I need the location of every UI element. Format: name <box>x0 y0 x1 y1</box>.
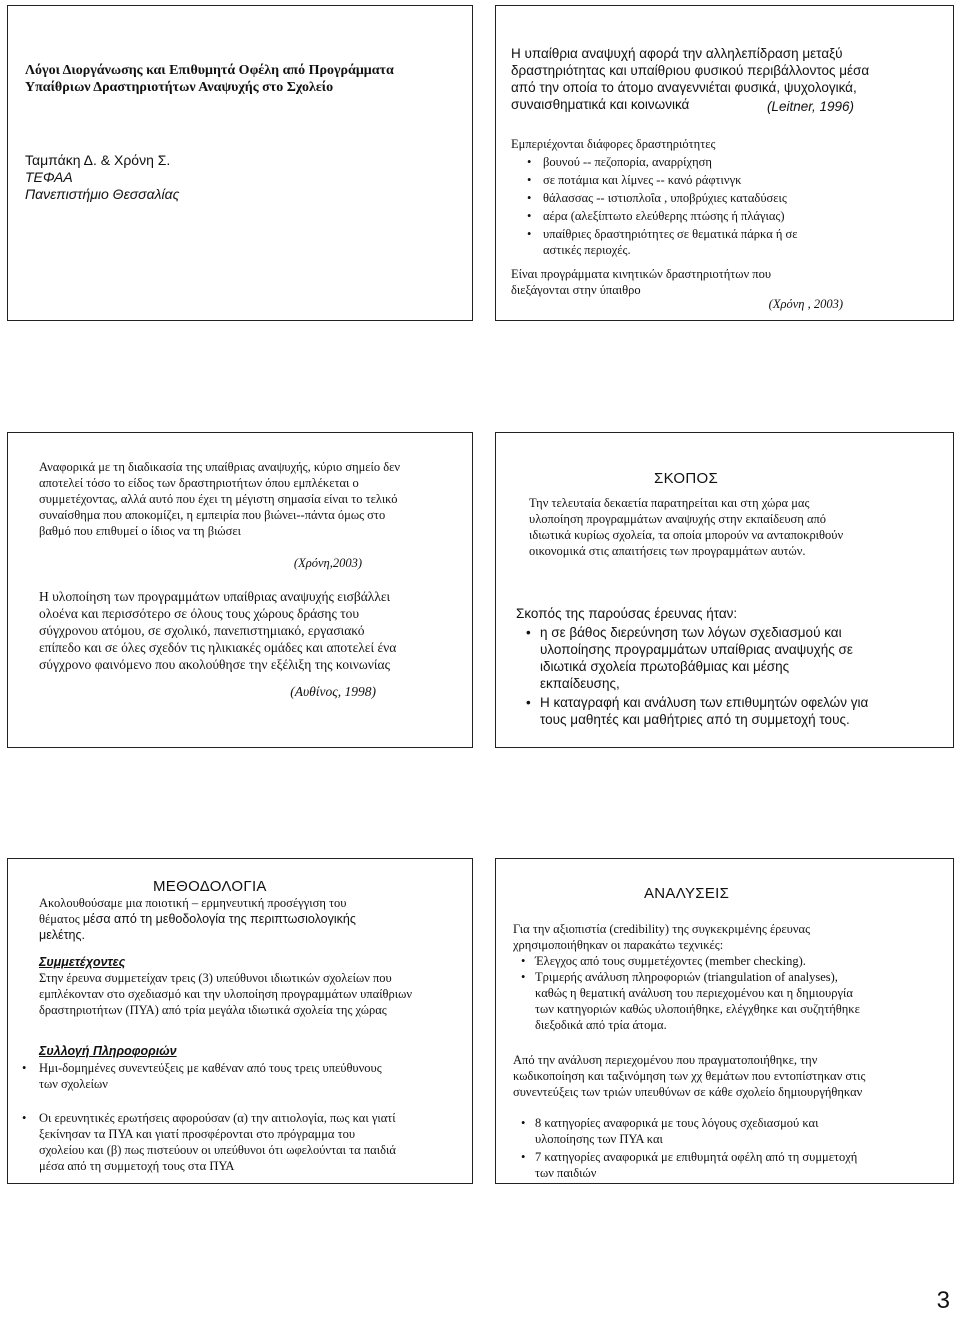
aim-heading: ΣΚΟΠΟΣ <box>654 470 719 487</box>
slide-methodology <box>7 858 473 1184</box>
data-collection-title: Συλλογή Πληροφοριών <box>39 1044 177 1058</box>
programs-text: Είναι προγράμματα κινητικών δραστηριοτήτων που διεξάγονται στην ύπαιθρο <box>511 267 772 297</box>
data-collection-list <box>22 1060 402 1174</box>
analyses-heading: ΑΝΑΛΥΣΕΙΣ <box>644 885 730 902</box>
list-item: • σε ποτάμια και λίμνες -- κανό ράφτινγκ <box>521 172 851 188</box>
citation-authinos: (Αυθίνος, 1998) <box>290 684 376 699</box>
methodology-text <box>39 895 379 943</box>
list-item: • Τριμερής ανάλυση πληροφοριών (triangulation of analyses), καθώς η θεματική ανάλυση του περιεχομένου και η δημιουργία των κατηγοριών καθώς υλοποιήθηκε, ελέγχθηκε και συζητήθηκε διεξοδικά από τρία άτομα. <box>521 969 866 1033</box>
list-item: • Οι ερευνητικές ερωτήσεις αφορούσαν (α) την αιτιολογία, πως και γιατί ξεκίνησαν τα ΠΥΑ και γιατί προσφέρονται στο πρόγραμμα του σχολείου και (β) πως πιστεύουν οι υπεύθυνοι ότι ωφελούνται τα παιδιά μέσα από τη συμμετοχή τους στα ΠΥΑ <box>22 1110 402 1174</box>
results-intro: Από την ανάλυση περιεχομένου που πραγματοποιήθηκε, την κωδικοποίηση και ταξινόμηση των χχ θεμάτων που εντοπίστηκαν στις συνεντεύξεις των τριών υπευθύνων σε κάθε σχολείο δημιουργήθηκαν <box>513 1053 866 1099</box>
citation-chroni: (Χρόνη,2003) <box>293 556 362 570</box>
authors: Ταμπάκη Δ. & Χρόνη Σ. <box>25 152 171 168</box>
department: ΤΕΦΑΑ <box>25 169 73 185</box>
list-item: • Η καταγραφή και ανάλυση των επιθυμητών οφελών για τους μαθητές και μαθήτριες από τη συμμετοχή τους. <box>526 694 871 728</box>
list-item: • Έλεγχος από τους συμμετέχοντες (member checking). <box>521 953 866 969</box>
list-item: • αέρα (αλεξίπτωτο ελεύθερης πτώσης ή πλάγιας) <box>521 208 851 224</box>
techniques-list <box>521 953 866 1033</box>
list-item: • 8 κατηγορίες αναφορικά με τους λόγους σχεδιασμού και υλοποίησης των ΠΥΑ και <box>521 1115 866 1147</box>
aim-intro: Την τελευταία δεκαετία παρατηρείται και στη χώρα μας υλοποίηση προγραμμάτων αναψυχής στην εκπαίδευση από ιδιωτικά κυρίως σχολεία, τα οποία μπορούν να ανταποκριθούν οικονομικά στις απαιτήσεις των προγραμμάτων αυτών. <box>529 496 844 558</box>
activities-intro: Εμπεριέχονται διάφορες δραστηριότητες <box>511 137 716 151</box>
methodology-heading: ΜΕΘΟΔΟΛΟΓΙΑ <box>153 878 267 895</box>
participants-title: Συμμετέχοντες <box>39 955 126 969</box>
methodology-text-part1: Ακολουθούσαμε μια ποιοτική – ερμηνευτική προσέγγιση του θέματος <box>39 896 347 926</box>
list-item: • 7 κατηγορίες αναφορικά με επιθυμητά οφέλη από τη συμμετοχή των παιδιών <box>521 1149 866 1181</box>
list-item: • θάλασσας -- ιστιοπλοΐα , υποβρύχιες καταδύσεις <box>521 190 851 206</box>
slide-title <box>7 5 473 321</box>
slide-aim <box>495 432 954 748</box>
methodology-text-part2: μέσα από τη μεθοδολογία της περιπτωσιολογικής μελέτης. <box>39 912 356 942</box>
list-item: • βουνού -- πεζοπορία, αναρρίχηση <box>521 154 851 170</box>
list-item: • υπαίθριες δραστηριότητες σε θεματικά πάρκα ή σε αστικές περιοχές. <box>521 226 829 258</box>
participants-text: Στην έρευνα συμμετείχαν τρεις (3) υπεύθυνοι ιδιωτικών σχολείων που εμπλέκονταν στο σχεδιασμό και την υλοποίηση προγραμμάτων υπαίθριων δραστηριοτήτων (ΠΥΑ) από τρία μεγάλα ιδιωτικά σχολεία της χώρας <box>39 971 413 1017</box>
university: Πανεπιστήμιο Θεσσαλίας <box>25 186 180 202</box>
aims-list <box>526 624 871 728</box>
activities-list <box>521 154 851 258</box>
slide-analyses <box>495 858 954 1184</box>
implementation-paragraph: Η υλοποίηση των προγραμμάτων υπαίθριας αναψυχής εισβάλλει ολοένα και περισσότερο σε όλους τους χώρους δράσης του σύγχρονου ατόμου, σε σχολικό, πανεπιστημιακό, εργασιακό επίπεδο και σε όλες σχεδόν τις ηλικιακές ομάδες και αποτελεί ένα σύγχρονο φαινόμενο που ακολούθησε την εξέλιξη της κοινωνίας <box>39 589 397 672</box>
list-item: • η σε βάθος διερεύνηση των λόγων σχεδιασμού και υλοποίησης προγραμμάτων υπαίθριας αναψυχής σε ιδιωτικά σχολεία πρωτοβάθμιας και μέσης εκπαίδευσης, <box>526 624 871 692</box>
slide-definition <box>495 5 954 321</box>
page-number: 3 <box>936 1287 950 1314</box>
aim-title: Σκοπός της παρούσας έρευνας ήταν: <box>516 606 738 621</box>
analyses-intro: Για την αξιοπιστία (credibility) της συγκεκριμένης έρευνας χρησιμοποιήθηκαν οι παρακάτω τεχνικές: <box>513 922 811 952</box>
citation-leitner: (Leitner, 1996) <box>766 99 854 114</box>
list-item: • Ημι-δομημένες συνεντεύξεις με καθέναν από τους τρεις υπεύθυνους των σχολείων <box>22 1060 402 1092</box>
process-paragraph: Αναφορικά με τη διαδικασία της υπαίθριας αναψυχής, κύριο σημείο δεν αποτελεί τόσο το είδος των δραστηριοτήτων όπου εμπλέκεται ο συμμετέχοντας, αλλά αυτό που έχει τη μέγιστη σημασία είναι το τελικό συναίσθημα που αποκομίζει, η εμπειρία που βιώνει--πάντα όμως στο βαθμό που επιθυμεί ο ίδιος να τη βιώσει <box>39 460 401 538</box>
results-list <box>521 1115 866 1181</box>
citation-chroni: (Χρόνη , 2003) <box>768 297 843 311</box>
slide-background <box>7 432 473 748</box>
definition-text: Η υπαίθρια αναψυχή αφορά την αλληλεπίδραση μεταξύ δραστηριότητας και υπαίθριου φυσικού περιβάλλοντος μέσα από την οποία το άτομο αναγεννιέται φυσικά, ψυχολογικά, συναισθηματικά και κοινωνικά <box>511 46 870 112</box>
presentation-title: Λόγοι Διοργάνωσης και Επιθυμητά Οφέλη από Προγράμματα Υπαίθριων Δραστηριοτήτων Αναψυχής στο Σχολείο <box>25 63 394 95</box>
